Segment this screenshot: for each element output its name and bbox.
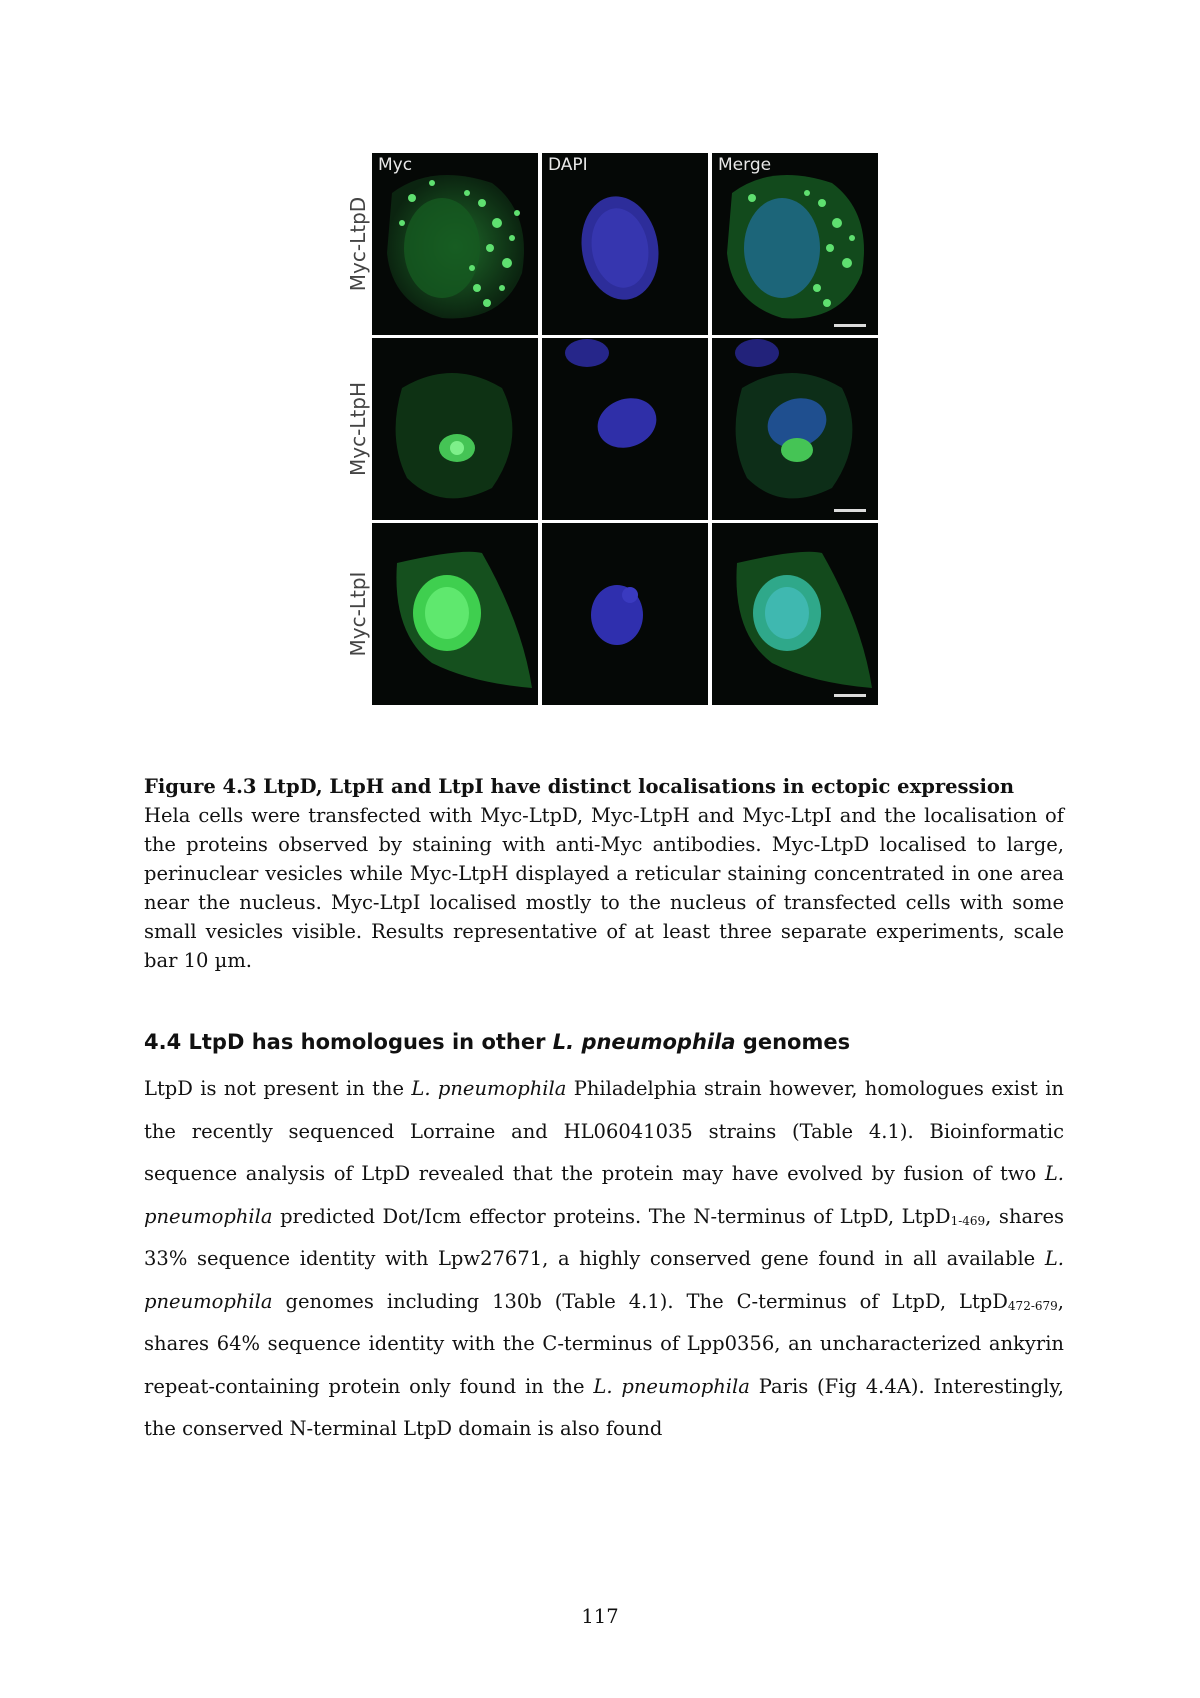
panel-ltpd-merge	[712, 153, 878, 335]
panel-ltph-merge	[712, 338, 878, 520]
section-heading: 4.4 LtpD has homologues in other L. pneumophila genomes	[144, 1030, 851, 1054]
column-header-myc: Myc	[378, 155, 413, 175]
panel-ltpi-merge	[712, 523, 878, 705]
panel-ltpi-dapi	[542, 523, 708, 705]
scale-bar	[834, 324, 866, 327]
figure-caption	[144, 772, 1064, 975]
caption-text: Hela cells were transfected with Myc-LtpD, Myc-LtpH and Myc-LtpI and the localisation of the proteins observed by staining with anti-Myc antibodies. Myc-LtpD localised to large, perinuclear vesicles while Myc-LtpH displayed a reticular staining concentrated in one area near the nucleus. Myc-LtpI localised mostly to the nucleus of transfected cells with some small vesicles visible. Results representative of at least three separate experiments, scale bar 10 µm.	[144, 804, 1064, 972]
row-label-ltpi: Myc-LtpI	[346, 571, 370, 657]
image-grid	[372, 153, 878, 705]
column-header-merge: Merge	[718, 155, 772, 175]
page-number: 117	[581, 1605, 619, 1628]
panel-ltph-myc	[372, 338, 538, 520]
caption-title: Figure 4.3 LtpD, LtpH and LtpI have distinct localisations in ectopic expression	[144, 775, 1015, 798]
panel-ltph-dapi	[542, 338, 708, 520]
microscopy-figure	[338, 153, 878, 705]
scale-bar	[834, 694, 866, 697]
panel-ltpd-dapi	[542, 153, 708, 335]
scale-bar	[834, 509, 866, 512]
column-header-dapi: DAPI	[548, 155, 588, 175]
panel-ltpi-myc	[372, 523, 538, 705]
row-label-ltpd: Myc-LtpD	[346, 196, 370, 292]
row-label-ltph: Myc-LtpH	[346, 381, 370, 477]
panel-ltpd-myc	[372, 153, 538, 335]
body-paragraph: LtpD is not present in the L. pneumophila Philadelphia strain however, homologues exist in the recently sequenced Lorraine and HL06041035 strains (Table 4.1). Bioinformatic sequence analysis of LtpD revealed that the protein may have evolved by fusion of two L. pneumophila predicted Dot/Icm effector proteins. The N-terminus of LtpD, LtpD$_{1-469}$, shares 33% sequence identity with Lpw27671, a highly conserved gene found in all available L. pneumophila genomes including 130b (Table 4.1). The C-terminus of LtpD, LtpD$_{472-679}$, shares 64% sequence identity with the C-terminus of Lpp0356, an uncharacterized ankyrin repeat-containing protein only found in the L. pneumophila Paris (Fig 4.4A). Interestingly, the conserved N-terminal LtpD domain is also found	[144, 1077, 1065, 1440]
